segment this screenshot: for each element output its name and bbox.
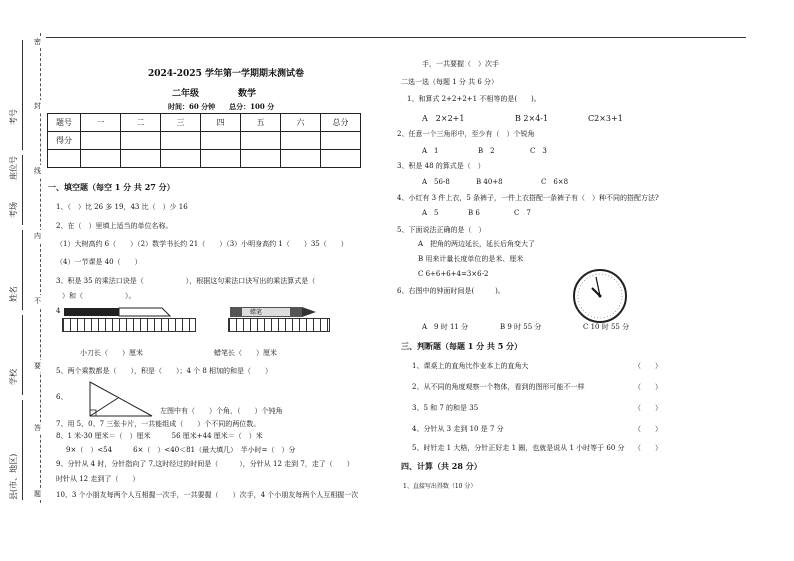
section3-title: 三、判断题（每题 1 分 共 5 分） [401, 341, 523, 351]
judge-5: 5、时针走 1 大格，分针正好走 1 圈，也就是说从 1 小时等于 60 分 [412, 444, 625, 452]
choice-6-option-c[interactable]: C 10 时 55 分 [583, 323, 630, 331]
seal-char: 密 [34, 38, 41, 46]
choice-2-option-b[interactable]: B 2 [478, 147, 495, 155]
question-2-part4: （4）一节课是 40（ ） [56, 258, 142, 266]
knife-caption: 小刀长（ ）厘米 [80, 349, 143, 357]
judge-1-answer[interactable]: （ ） [634, 362, 662, 370]
question-6-text: 左图中有（ ）个角，（ ）个钝角 [160, 407, 283, 415]
score-input-cell[interactable] [161, 132, 201, 150]
table-cell: 题号 [48, 114, 81, 132]
question-10: 10、3 个小朋友每两个人互相握一次手，一共要握（ ）次手，4 个小朋友每两个人互相握一次 [56, 491, 359, 499]
choice-2-option-a[interactable]: A 1 [422, 147, 439, 155]
score-input-cell[interactable] [201, 132, 241, 150]
choice-5: 5、下面说法正确的是（ ） [397, 226, 486, 234]
table-cell: 五 [241, 114, 281, 132]
table-cell: 总分 [321, 114, 361, 132]
question-9: 9、分针从 4 时，分针指向了 7,这时经过的时间是（ ），分针从 12 走到 7，走了（ ） [56, 460, 354, 468]
choice-1-option-a[interactable]: A 2×2+1 [422, 114, 465, 123]
choice-4-option-c[interactable]: C 7 [514, 209, 531, 217]
choice-3-option-a[interactable]: A 56-8 [422, 178, 450, 186]
judge-1: 1、课桌上的直角比作业本上的直角大 [412, 362, 529, 370]
score-table-blank-row [48, 150, 361, 168]
table-cell: 六 [281, 114, 321, 132]
score-table-score-row [48, 132, 361, 150]
section1-title: 一、填空题（每空 1 分 共 27 分） [48, 182, 175, 192]
choice-5-option-b[interactable]: B 用来计量长度单位的是米、厘米 [418, 255, 524, 263]
question-10-cont: 手，一共要握（ ）次手 [422, 60, 499, 68]
school-label: 学校 [9, 369, 18, 385]
choice-4-option-b[interactable]: B 6 [468, 209, 480, 217]
seal-char: 不 [34, 297, 41, 305]
question-1: 1、（ ）比 26 多 19，43 比（ ）少 16 [56, 203, 188, 211]
triangle-figure [86, 380, 156, 420]
seat-number-label: 座位号 [9, 156, 18, 180]
seal-char: 答 [34, 424, 41, 432]
binding-underline [22, 315, 23, 395]
question-2: 2、在（ ）里填上适当的单位名称。 [56, 222, 173, 230]
crayon-icon [228, 305, 320, 319]
choice-2: 2、任意一个三角形中，至少有（ ）个锐角 [397, 130, 535, 138]
question-6-number: 6、 [56, 393, 68, 401]
ruler-knife [62, 318, 196, 332]
section4-title: 四、计算（共 28 分） [401, 461, 482, 471]
question-8: 8、1 米-30 厘米＝（ ）厘米 56 厘米+44 厘米＝（ ）米 [56, 432, 263, 440]
clock-face-icon [572, 268, 628, 324]
choice-1-option-b[interactable]: B 2×4-1 [515, 114, 549, 123]
choice-6-option-b[interactable]: B 9 时 55 分 [500, 323, 542, 331]
seal-char: 线 [34, 167, 41, 175]
choice-2-option-c[interactable]: C 3 [530, 147, 547, 155]
seal-char: 要 [34, 362, 41, 370]
judge-2: 2、从不同的角度观察一个物体，看到的图形可能不一样 [412, 383, 585, 391]
score-input-cell[interactable] [81, 132, 121, 150]
exam-number-label: 考号 [9, 109, 18, 125]
judge-2-answer[interactable]: （ ） [634, 383, 662, 391]
page-top-rule [46, 37, 746, 38]
section2-title: 二选一选（每题 1 分 共 6 分） [401, 78, 499, 86]
grade-label: 二年级 [172, 89, 200, 99]
subject-label: 数学 [238, 89, 257, 99]
choice-6: 6、右图中的钟面时间是( )。 [397, 287, 505, 295]
crayon-caption: 蜡笔长（ ）厘米 [214, 349, 277, 357]
question-7: 7、用 5、0、7 三张卡片，一共能组成（ ）个不同的两位数。 [56, 420, 261, 428]
choice-5-option-a[interactable]: A 把角的两边延长，延长后角变大了 [418, 240, 536, 248]
score-input-cell[interactable] [321, 132, 361, 150]
seal-char: 封 [34, 102, 41, 110]
question-9-cont: 时针从 12 走到了（ ） [56, 475, 140, 483]
choice-4: 4、小红有 3 件上衣，5 条裤子，一件上衣搭配一条裤子有（ ）种不同的搭配方法? [397, 194, 659, 202]
question-3-cont: ）和（ ）。 [62, 292, 136, 300]
judge-4-answer[interactable]: （ ） [634, 425, 662, 433]
seal-char: 内 [34, 232, 41, 240]
judge-4: 4、分针从 3 走到 10 是 7 分 [412, 425, 504, 433]
crayon-label: 蜡笔 [250, 309, 263, 316]
score-table-header-row [48, 114, 361, 132]
county-label: 县(市、地区) [9, 453, 18, 500]
ruler-crayon [228, 318, 330, 332]
table-cell: 一 [81, 114, 121, 132]
binding-underline [22, 230, 23, 310]
binding-underline [22, 155, 23, 225]
question-8-cont: 9×（ ）<54 6×（ ）<40＜81（最大填几） 半小时=（ ）分 [66, 446, 296, 454]
score-table [47, 113, 361, 168]
table-cell: 二 [121, 114, 161, 132]
choice-1: 1、和算式 2+2+2+1 不相等的是( )。 [407, 95, 541, 103]
choice-4-option-a[interactable]: A 5 [422, 209, 439, 217]
choice-3: 3、积是 48 的算式是（ ） [397, 162, 485, 170]
score-input-cell[interactable] [121, 132, 161, 150]
seal-char: 题 [34, 490, 41, 498]
exam-meta: 时间：60 分钟 总分：100 分 [168, 102, 275, 111]
question-5: 5、两个乘数都是（ ），积是（ ）；4 个 8 相加的和是（ ） [56, 367, 273, 375]
choice-3-option-c[interactable]: C 6×8 [541, 178, 569, 186]
choice-6-option-a[interactable]: A 9 时 11 分 [422, 323, 469, 331]
binding-underline [22, 400, 23, 500]
name-label: 姓名 [9, 286, 18, 302]
score-input-cell[interactable] [281, 132, 321, 150]
binding-underline [22, 40, 23, 150]
judge-5-answer[interactable]: （ ） [634, 444, 662, 452]
question-4-number: 4 [56, 307, 61, 315]
score-input-cell[interactable] [241, 132, 281, 150]
table-cell: 四 [201, 114, 241, 132]
exam-room-label: 考场 [9, 202, 18, 218]
judge-3-answer[interactable]: （ ） [634, 404, 662, 412]
question-3: 3、积是 35 的乘法口诀是（ ），根据这句乘法口诀写出的乘法算式是（ [56, 277, 344, 285]
knife-icon [62, 305, 172, 319]
calc-1-title: 1、直接写出得数（10 分） [403, 483, 477, 490]
question-2-parts: （1）大树高约 6（ ）（2）数学书长约 21（ ）（3）小明身高约 1（ ）35（ ） [56, 240, 348, 248]
choice-1-option-c[interactable]: C2×3+1 [588, 114, 623, 123]
judge-3: 3、5 和 7 的和是 35 [412, 404, 479, 412]
choice-3-option-b[interactable]: B 40+8 [476, 178, 503, 186]
table-cell: 得分 [48, 132, 81, 150]
page-title: 2024-2025 学年第一学期期末测试卷 [148, 69, 304, 79]
choice-5-option-c[interactable]: C 6+6+6+4=3×6-2 [418, 270, 489, 278]
table-cell: 三 [161, 114, 201, 132]
